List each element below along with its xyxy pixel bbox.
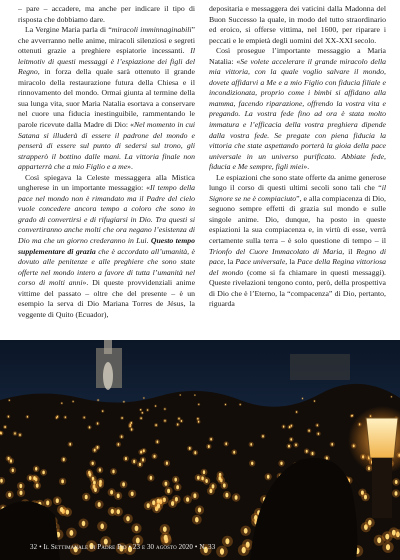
text-run: Il leitmotiv di questi messaggi è l’espiazione dei figli del Regno, (18, 46, 195, 77)
text-run: Le espiazioni che sono state offerte da anime generose lungo il corso di questi ultimi secoli sono tali che “ (209, 172, 386, 193)
text-run: Nel momento in cui Satana si illuderà di essere il padrone del mondo e penserà di essere sul punto di sedersi sul trono, gli strapperò il bottino dalle mani. La vittoria finale non apparterrà che a mio Figlio e a me (18, 120, 195, 172)
article-body (18, 4, 386, 330)
issue-date: 23 e 30 agosto 2020 (132, 543, 194, 551)
text-run: , la (223, 257, 236, 267)
article-paragraph (18, 25, 195, 173)
text-run: ». (303, 162, 310, 172)
issue-number: N. 33 (199, 543, 216, 551)
text-run: Trionfo del Cuore Immacolato di Maria (209, 246, 343, 256)
text-run: che è accordato all’umanità, è dovuto alle penitenze e alle preghiere che sono state offerte nel mondo intero a favore di tutta l’umanità nel corso di molti anni (18, 246, 195, 288)
text-run: – pare – accadere, ma anche per indicare il tipo di risposta che dobbiamo dare. (18, 4, 195, 24)
article-paragraph (209, 173, 386, 310)
text-run: , la (285, 257, 298, 267)
text-run: ». (127, 162, 133, 172)
text-run: il Signore se ne è compiaciuto (209, 183, 386, 203)
text-run: Così spiegava la Celeste messaggera alla Mistica ungherese in un importante messaggio: « (18, 172, 195, 193)
text-run: , il (342, 246, 357, 256)
text-run: Regno di pace (209, 246, 386, 267)
text-run: ” che avverranno nelle anime, miracoli silenziosi e segreti ottenuti grazie a preghiere espiatorie incessanti. (18, 25, 195, 56)
candlelight-procession-photo (0, 340, 400, 560)
article-paragraph (209, 46, 386, 173)
statue (103, 362, 113, 390)
text-run: La Vergine Maria parla di “ (25, 25, 112, 35)
text-run: ». Di queste provvidenziali anime vittime del passato – oltre che del presente – è un esempio la serva di Dio Mariana Torres de Jésus, la veggente di Quito (Ecuador), (18, 278, 195, 319)
article-paragraph (209, 4, 386, 46)
text-run: in forza della quale sarà ottenuto il grande miracolo della restaurazione futura della Chiesa e il rinnovamento del mondo. Ormai giunta al termine della sua lunga vita, suor Maria Natalia esortava a conservare nel cuore una fiducia inestinguibile, rammentando le parole ricevute dalla Madre di Dio: « (18, 67, 195, 130)
article-paragraph (18, 173, 195, 321)
text-run: depositaria e messaggera dei vaticini dalla Madonna del Buon Successo la quale, in modo del tutto straordinario ed eroico, si offerse vittima, nel 1600, per riparare i peccati e le empietà degli uomini del XX-XXI secolo. (209, 4, 386, 45)
text-run: (come si fa chiamare in questi messaggi). Queste rivelazioni tengono conto, però, della prospettiva di Dio che è l’Eterno, la “compacenza” di Dio, pertanto, riguarda (209, 267, 386, 309)
article-paragraph (18, 4, 195, 25)
page-number: 32 (30, 543, 38, 551)
text-run: Pace universale (235, 257, 286, 267)
text-run: Pace della Regina vittoriosa del mondo (209, 257, 386, 277)
text-run: miracoli imminnaginabili (111, 25, 192, 35)
text-run: Questo tempo supplementare di grazia (18, 236, 195, 256)
footer-separator: • (39, 543, 44, 551)
text-run: Il tempo della pace nel mondo non è rimandato ma il Padre del cielo vuole concedere ancora tempo a coloro che sono in grado di convertirsi e di rifugiarsi in Dio. Tra questi si convertiranno anche molti che ora negano l’esistenza di Dio ma che un giorno crederanno in Lui. (18, 183, 195, 246)
page-footer: 32 • Il Settimanale di Padre Pio • 23 e 30 agosto 2020 • N. 33 (30, 543, 216, 551)
publication-name: Il Settimanale di Padre Pio (43, 543, 127, 551)
text-run: Così prosegue l’importante messaggio a Maria Natalia: « (209, 46, 386, 66)
text-run: Se volete accelerare il grande miracolo della mia vittoria, con la quale voglio salvare il mondo, dovete affidarvi a Me e a mio Figlio con fiducia filiale e incondizionata, proprio come i bimbi si affidano alla mamma, facendo riparazione, offrendo la vostra vita e pregando. La vostra fede fino ad ora è stata molto immatura e l’efficacia della vostra preghiera dipende dalla vostra fede. Se pregate con piena fiducia la vittoria che state aspettando porterà la gioia della pace universale in un universo purificato. Abbiate fede, fiducia e Me sempre, figli miei (209, 56, 386, 172)
article-column-left (18, 4, 195, 330)
text-run: ”, e alla compiacenza di Dio, seguono sempre effetti di grazia sul mondo e sulle singole anime. Dio, dunque, ha posto in queste espiazioni la sua compiacenza e, in virtù di esse, verrà certamente sulla terra – è solo questione di tempo – il (209, 193, 386, 246)
article-column-right (209, 4, 386, 330)
